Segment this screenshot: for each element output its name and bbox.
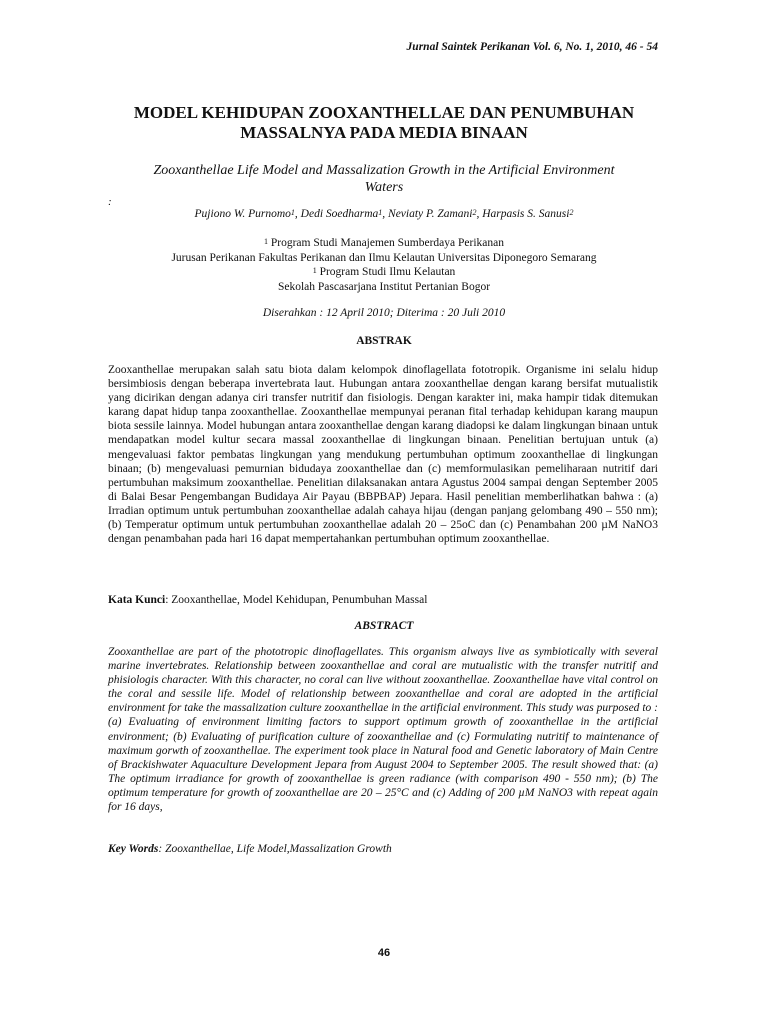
english-title-line-1: Zooxanthellae Life Model and Massalization Growth in the Artificial Environment xyxy=(153,163,615,178)
key-words xyxy=(108,843,658,855)
author-affiliation-marker: 1 xyxy=(290,208,295,217)
author-list xyxy=(108,207,660,221)
english-title xyxy=(108,162,660,196)
kata-kunci-text: : Zooxanthellae, Model Kehidupan, Penumbuhan Massal xyxy=(165,594,428,606)
page-number: 46 xyxy=(377,947,391,959)
author-separator: , xyxy=(294,208,301,220)
title-line-2: MASSALNYA PADA MEDIA BINAAN xyxy=(240,123,528,142)
kata-kunci xyxy=(108,594,658,606)
english-title-line-2: Waters xyxy=(364,180,404,195)
abstract-heading: ABSTRACT xyxy=(354,620,414,632)
author-name: Harpasis S. Sanusi xyxy=(482,208,570,220)
journal-reference: Jurnal Saintek Perikanan Vol. 6, No. 1, 2010, 46 - 54 xyxy=(406,41,658,53)
author-separator: , xyxy=(382,208,389,220)
kata-kunci-label: Kata Kunci xyxy=(108,594,166,606)
affiliation-marker: 1 xyxy=(312,266,317,275)
author-name: Pujiono W. Purnomo xyxy=(194,208,291,220)
author-affiliation-marker: 2 xyxy=(569,208,574,217)
affiliation-line: $^1$ Program Studi Manajemen Sumberdaya Perikanan xyxy=(263,237,504,249)
author-separator: , xyxy=(476,208,483,220)
submission-dates: Diserahkan : 12 April 2010; Diterima : 20 Juli 2010 xyxy=(262,307,506,319)
stray-mark: : xyxy=(108,196,112,208)
affiliation-line: Jurusan Perikanan Fakultas Perikanan dan Ilmu Kelautan Universitas Diponegoro Semarang xyxy=(171,251,597,264)
paper-title xyxy=(108,103,660,143)
abstrak-heading: ABSTRAK xyxy=(356,335,412,347)
key-words-label: Key Words xyxy=(108,843,159,855)
title-line-1: MODEL KEHIDUPAN ZOOXANTHELLAE DAN PENUMBUHAN xyxy=(133,103,635,122)
author-name: Neviaty P. Zamani xyxy=(388,208,473,220)
affiliations xyxy=(108,236,660,294)
key-words-text: : Zooxanthellae, Life Model,Massalization Growth xyxy=(158,843,392,855)
abstrak-body: Zooxanthellae merupakan salah satu biota dalam kelompok dinoflagellata fototropik. Organisme ini selalu hidup bersimbiosis dengan beberapa invertebrata laut. Hubungan antara zooxanthellae dengan karang bersifat mutualistik yang dicirikan dengan adanya ciri transfer nutritif dan fisiologis. Dengan karakter ini, maka hampir tidak ditemukan karang dapat hidup tanpa zooxanthellae. Zooxanthellae mempunyai peranan fital terhadap kehidupan karang maupun biota sessile lainnya. Model hubungan antara zooxanthellae dengan karang diadopsi ke dalam lingkungan binaan untuk mendapatkan model kultur secara massal zooxanthellae di lingkungan binaan. Penelitian bertujuan untuk (a) mengevaluasi faktor pembatas lingkungan yang mendukung pertumbuhan optimum zooxanthellae di lingkungan binaan; (b) mengevaluasi pemurnian bidudaya zooxanthellae dan (c) memformulasikan pemeliharaan nutritif dari pertumbuhan maksimum zooxanthellae. Penelitian dilaksanakan antara Agustus 2004 sampai dengan September 2005 di Balai Besar Pengembangan Budidaya Air Payau (BBPBAP) Jepara. Hasil penelitian memberlihatkan bahwa : (a) Irradian optimum untuk pertumbuhan zooxanthellae adalah cahaya hijau (dengan panjang gelombang 490 – 550 nm); (b) Temperatur optimum untuk pertumbuhan zooxanthellae adalah 20 – 25oC dan (c) Penambahan 200 µM NaNO3 dengan penambahan pada hari 16 dapat mempertahankan pertumbuhan optimum zooxanthellae. xyxy=(108,364,658,546)
affiliation-line: Sekolah Pascasarjana Institut Pertanian Bogor xyxy=(277,280,491,293)
affiliation-line: $^1$ Program Studi Ilmu Kelautan xyxy=(312,266,456,278)
author-name: Dedi Soedharma xyxy=(300,208,379,220)
abstract-body: Zooxanthellae are part of the phototropic dinoflagellates. This organism always live as symbiotically with several marine invertebrates. Relationship between zooxanthellae and coral are mutualistic with the transfer nutritif and phisiologis character. With this character, no coral can live without zooxanthellae. Zooxanthellae have vital control on the coral and sessile life. Model of relationship between zooxanthellae and coral are adopted in the artificial environment for take the massalization culture zooxanthellae in the artificial environment. This study was purposed to : (a) Evaluating of environment limiting factors to support optimum growth of zooxanthellae in the artificial environment; (b) Evaluating of purification culture of zooxanthellae and (c) Formulating nutritif to maintenance of maximum gorwth of zooxanthellae. The experiment took place in Natural food and Genetic laboratory of Main Centre of Brackishwater Aquaculture Development Jepara from August 2004 to September 2005. The result showed that: (a) The optimum irradiance for growth of zooxanthellae is green radiance (with comparison 490 - 550 nm); (b) The optimum temperature for growth of zooxanthellae are 20 – 25°C and (c) Adding of 200 µM NaNO3 with repeat again for 16 days, xyxy=(108,646,658,814)
author-affiliation-marker: 1 xyxy=(378,208,383,217)
author-affiliation-marker: 2 xyxy=(472,208,477,217)
affiliation-marker: 1 xyxy=(263,237,268,246)
